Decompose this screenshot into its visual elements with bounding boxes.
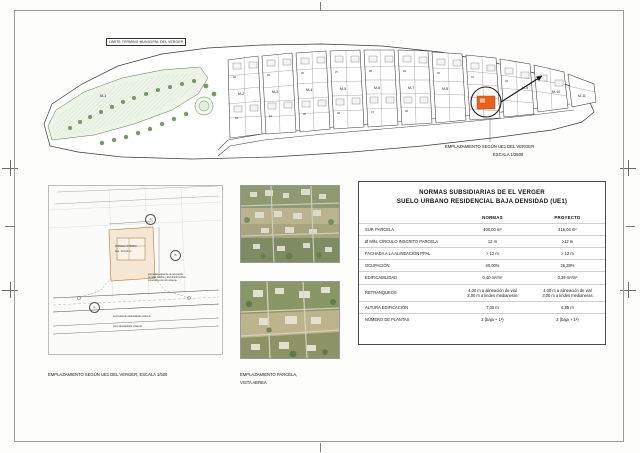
parcel-location-plan: [48, 185, 223, 355]
top-plan-caption: EMPLAZAMIENTO SEGÚN UE1 DEL VERGER: [445, 144, 535, 149]
norms-cell-concept: SUP. PARCELA: [359, 223, 455, 235]
norms-table-title-line1: NORMAS SUBSIDIARIAS DE EL VERGER: [419, 189, 545, 196]
block-label-m7: M-7: [408, 86, 415, 90]
table-row: [359, 284, 605, 301]
block-label-m3: M-3: [272, 90, 279, 94]
table-row: [359, 248, 605, 260]
parcel-number-46: 46: [337, 112, 340, 115]
sewer-connection-note: acometida de alcantarillado existente: [113, 316, 151, 318]
norms-cell-concept: FACHADA A LA ALINEACIÓN PPAL: [359, 248, 455, 260]
parcel-number-37: 37: [335, 71, 338, 74]
table-row: [359, 272, 605, 284]
photo-caption-line1: EMPLAZAMIENTO PARCELA,: [240, 372, 298, 377]
norms-cell-proyecto: 6,85 m: [530, 301, 605, 313]
norms-cell-normas: 40,00%: [455, 260, 530, 272]
parcel-number-35: 35: [267, 74, 270, 77]
table-row: [359, 260, 605, 272]
block-label-m11: M-11: [578, 94, 586, 98]
photo-caption-line2: VISTA AEREA: [240, 380, 267, 385]
norms-cell-normas: 2 (baja + 1ª): [455, 313, 530, 325]
parcel-number-44: 44: [269, 115, 272, 118]
parcel-number-43: 43: [235, 117, 238, 120]
norms-cell-normas: 7,00 m: [455, 301, 530, 313]
norms-table-header-row: [359, 213, 605, 224]
norms-table-title: [359, 182, 605, 207]
norms-cell-concept: NÚMERO DE PLANTAS: [359, 313, 455, 325]
norms-cell-concept: ALTURA EDIFICACIÓN: [359, 301, 455, 313]
norms-cell-concept: RETRANQUEOS: [359, 284, 455, 301]
top-plan-scale: ESCALA 1/2500: [493, 152, 524, 157]
edge-tick-bottom: [320, 443, 321, 452]
table-row: [359, 235, 605, 247]
block-label-m10: M-10: [552, 90, 561, 94]
mark-c: C: [89, 302, 100, 313]
norms-cell-proyecto: 0,39 m²/m²: [530, 272, 605, 284]
block-label-m5: M-5: [340, 87, 347, 91]
norms-table-title-line2: SUELO URBANO RESIDENCIAL BAJA DENSIDAD (UE1): [396, 197, 568, 205]
norms-cell-concept: Ø MÍN. CÍRCULO INSCRITO PARCELA: [359, 235, 455, 247]
aerial-photo-lower: [240, 281, 340, 359]
norms-col-normas: NORMAS: [482, 214, 503, 220]
municipal-boundary-note: LIMITE TERMINO MUNICIPAL DEL VERGER: [106, 38, 186, 46]
parcel-number-39: 39: [403, 70, 406, 73]
aerial-photo-lower-image: [241, 282, 340, 359]
block-label-m4: M-4: [306, 88, 313, 92]
norms-cell-proyecto: 416,04 m²: [530, 223, 605, 235]
mark-a: A: [145, 214, 156, 225]
parcel-number-45: 45: [303, 113, 306, 116]
table-row: [359, 301, 605, 313]
norms-cell-concept: EDIFICABILIDAD: [359, 272, 455, 284]
site-plan-overview: [22, 18, 616, 168]
block-label-m6: M-6: [374, 86, 381, 90]
parcel-plan-drawing: [49, 186, 223, 355]
parcel-number-34: 34: [233, 76, 236, 79]
table-row: [359, 223, 605, 235]
norms-cell-proyecto: 2 (baja + 1ª): [530, 313, 605, 325]
norms-cell-proyecto: >12 m: [530, 235, 605, 247]
utilities-note: acometida existente de acometida de agua potable y alumbrado público conectada a la red existente: [148, 274, 186, 282]
norms-cell-normas: > 12 m: [455, 248, 530, 260]
parcel-number-38: 38: [369, 70, 372, 73]
norms-cell-normas: 4,00 m a alineación de vial 3,00 m a lindes medianeras: [455, 284, 530, 301]
edge-tick-left: [5, 226, 14, 227]
parcel-label: PARCELA VIVIENDA: [115, 246, 137, 248]
mark-b: B: [170, 250, 181, 261]
norms-cell-proyecto: > 12 m: [530, 248, 605, 260]
parcel-number-40: 40: [437, 72, 440, 75]
table-row: [359, 313, 605, 325]
edge-tick-top: [320, 2, 321, 11]
parcel-number-41: 41: [471, 76, 474, 79]
block-label-m9: M-9: [522, 86, 529, 90]
norms-cell-normas: 400,00 m²: [455, 223, 530, 235]
norms-table-grid: [359, 213, 605, 325]
parcel-number-36: 36: [301, 72, 304, 75]
parcel-number-47: 47: [371, 111, 374, 114]
norms-table-body: [359, 223, 605, 325]
block-label-m8: M-8: [442, 87, 449, 91]
manhole-note: pozo alcantarillado existente: [113, 326, 142, 328]
norms-cell-normas: 0,40 m²/m²: [455, 272, 530, 284]
norms-col-concept: [359, 213, 455, 224]
aerial-photo-upper: [240, 185, 340, 263]
norms-col-proyecto: PROYECTO: [554, 214, 581, 220]
norms-cell-normas: 12 m: [455, 235, 530, 247]
norms-cell-proyecto: 26,38%: [530, 260, 605, 272]
block-label-m2: M-2: [238, 92, 245, 96]
parcel-area-label: Sup.: 416,04 m²: [115, 251, 132, 253]
aerial-photo-upper-image: [241, 186, 340, 263]
parcel-number-48: 48: [405, 110, 408, 113]
parcel-number-42: 42: [505, 80, 508, 83]
parcel-plan-caption: EMPLAZAMIENTO SEGÚN UE1 DEL VERGER, ESCALA 1/500: [48, 372, 168, 377]
norms-table: [358, 181, 606, 345]
block-label-m1: M-1: [100, 94, 107, 98]
norms-cell-proyecto: 4,00 m a alineación de vial 3,00 m a lindes medianeras: [530, 284, 605, 301]
norms-cell-concept: OCUPACIÓN: [359, 260, 455, 272]
edge-tick-right: [626, 226, 635, 227]
